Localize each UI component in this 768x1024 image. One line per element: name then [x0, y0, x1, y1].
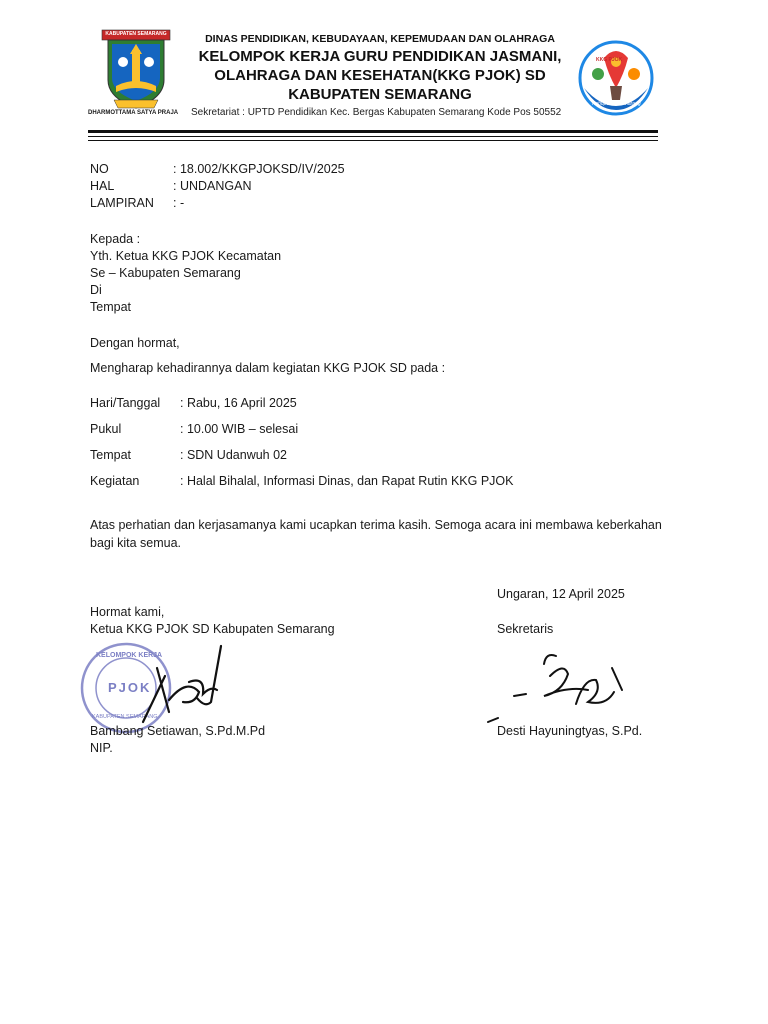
stamp-center-text: PJOK: [108, 680, 152, 695]
left-signer-title: Ketua KKG PJOK SD Kabupaten Semarang: [90, 622, 335, 636]
detail-label: Pukul: [90, 422, 122, 436]
subject-value: : UNDANGAN: [173, 179, 252, 193]
coat-of-arms-icon: [96, 28, 176, 120]
detail-value: : Rabu, 16 April 2025: [180, 396, 297, 410]
letter-subject: [90, 178, 251, 195]
stamp-bottom-text: KABUPATEN SEMARANG: [92, 714, 158, 720]
detail-value: : Halal Bihalal, Informasi Dinas, dan Rapat Rutin KKG PJOK: [180, 474, 514, 488]
place-date: Ungaran, 12 April 2025: [497, 587, 625, 601]
header-org-line2: OLAHRAGA DAN KESEHATAN(KKG PJOK) SD: [214, 67, 546, 84]
recipient-to: Kepada :: [90, 232, 141, 246]
recipient-area: Se – Kabupaten Semarang: [90, 266, 241, 280]
kkg-pjok-logo: [574, 38, 658, 120]
letter-attachment: [90, 195, 184, 212]
letter-number: [90, 161, 345, 178]
detail-row-date: [90, 395, 297, 412]
subject-label: HAL: [90, 179, 115, 193]
detail-value: : 10.00 WIB – selesai: [180, 422, 299, 436]
right-signer-name: Desti Hayuningtyas, S.Pd.: [497, 724, 643, 738]
stamp-top-text: KELOMPOK KERJA: [96, 652, 163, 659]
left-signer-nip: NIP.: [90, 741, 113, 755]
kkg-pjok-logo-text: KKG PJOK: [596, 57, 623, 63]
detail-label: Hari/Tanggal: [90, 396, 161, 410]
header-org-line3: KABUPATEN SEMARANG: [288, 86, 472, 103]
intro: Mengharap kehadirannya dalam kegiatan KKG PJOK SD pada :: [90, 361, 446, 375]
letterhead: [0, 0, 768, 145]
coat-of-arms-motto: DHARMOTTAMA SATYA PRAJA: [88, 110, 179, 116]
detail-row-place: [90, 447, 287, 464]
recipient-place: Tempat: [90, 300, 131, 314]
detail-row-time: [90, 421, 298, 438]
left-signer-name: Bambang Setiawan, S.Pd.M.Pd: [90, 724, 266, 738]
header-rule-thin2: [88, 140, 658, 141]
detail-label: Tempat: [90, 448, 131, 462]
closing-line2: bagi kita semua.: [90, 536, 182, 550]
regency-coat-of-arms: [96, 28, 176, 120]
greeting: Dengan hormat,: [90, 336, 180, 350]
attachment-label: LAMPIRAN: [90, 196, 154, 210]
header-rule-thin1: [88, 136, 658, 137]
recipient-name: Yth. Ketua KKG PJOK Kecamatan: [90, 249, 282, 263]
right-signer-title: Sekretaris: [497, 622, 554, 636]
header-rule-thick: [88, 130, 658, 133]
header-address: Sekretariat : UPTD Pendidikan Kec. Bergas Kabupaten Semarang Kode Pos 50552: [191, 107, 562, 118]
header-agency: DINAS PENDIDIKAN, KEBUDAYAAN, KEPEMUDAAN DAN OLAHRAGA: [205, 33, 555, 45]
right-signature: [484, 646, 634, 724]
kkg-pjok-logo-banner: Kabupaten Semarang: [592, 101, 641, 107]
left-signature: [125, 642, 235, 724]
number-value: : 18.002/KKGPJOKSD/IV/2025: [173, 162, 345, 176]
detail-value: : SDN Udanwuh 02: [180, 448, 288, 462]
number-label: NO: [90, 162, 109, 176]
left-salutation: Hormat kami,: [90, 605, 165, 619]
kkg-pjok-emblem-icon: [574, 38, 658, 120]
coat-of-arms-banner: KABUPATEN SEMARANG: [105, 31, 167, 37]
closing-line1: Atas perhatian dan kerjasamanya kami ucapkan terima kasih. Semoga acara ini membawa keberkahan: [90, 518, 662, 532]
detail-row-activity: [90, 473, 513, 490]
detail-label: Kegiatan: [90, 474, 140, 488]
recipient-at: Di: [90, 283, 102, 297]
attachment-value: : -: [173, 196, 185, 210]
header-org-line1: KELOMPOK KERJA GURU PENDIDIKAN JASMANI,: [198, 48, 562, 65]
